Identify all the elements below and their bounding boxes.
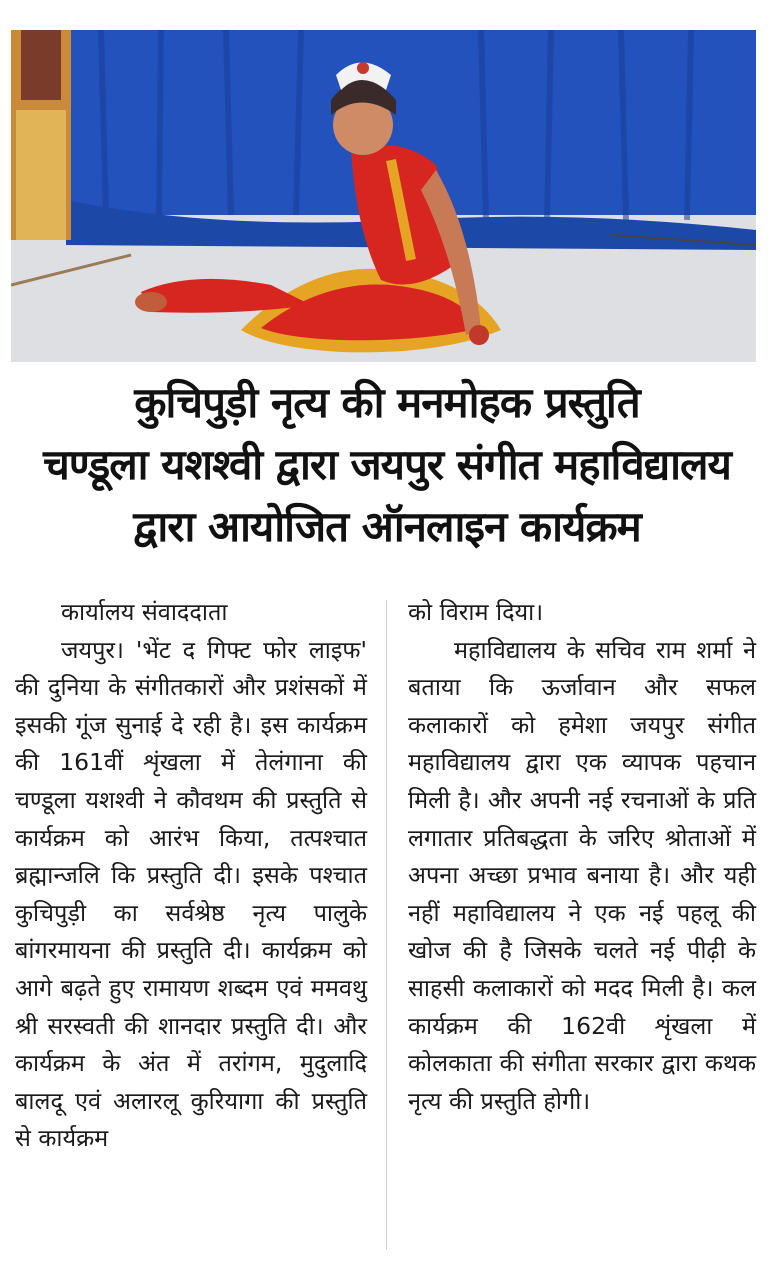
- article-column-right: [408, 594, 756, 1120]
- byline: कार्यालय संवाददाता: [61, 598, 228, 626]
- dancer-photo: [11, 30, 756, 362]
- article-paragraph: जयपुर। 'भेंट द गिफ्ट फोर लाइफ' की दुनिया के संगीतकारों और प्रशंसकों में इसकी गूंज सुनाई दे रही है। इस कार्यक्रम की 161वीं शृंखला में तेलंगाना की चण्डूला यशश्वी ने कौवथम की प्रस्तुति से कार्यक्रम को आरंभ किया, तत्पश्चात ब्रह्मान्जलि कि प्रस्तुति दी। इसके पश्चात कुचिपुड़ी का सर्वश्रेष्ठ नृत्य पालुके बांगरमायना की प्रस्तुति दी। कार्यक्रम को आगे बढ़ते हुए रामायण शब्दम एवं ममवथु श्री सरस्वती की शानदार प्रस्तुति दी। और कार्यक्रम के अंत में तरांगम, मुदुलादि बालदू एवं अलारलू कुरियागा की प्रस्तुति से कार्यक्रम: [15, 635, 367, 1153]
- headline-line-3: द्वारा आयोजित ऑनलाइन कार्यक्रम: [133, 502, 641, 551]
- headline-line-2: चण्डूला यशश्वी द्वारा जयपुर संगीत महाविद्यालय: [43, 440, 731, 489]
- column-divider: [386, 600, 387, 1250]
- article-column-left: [15, 594, 367, 1158]
- dancer-photo-illustration: [11, 30, 756, 362]
- article-continuation: को विराम दिया।: [408, 598, 544, 626]
- article-paragraph: महाविद्यालय के सचिव राम शर्मा ने बताया कि ऊर्जावान और सफल कलाकारों को हमेशा जयपुर संगीत महाविद्यालय द्वारा एक व्यापक पहचान मिली है। और अपनी नई रचनाओं के प्रति लगातार प्रतिबद्धता के जरिए श्रोताओं में अपना अच्छा प्रभाव बनाया है। और यही नहीं महाविद्यालय ने एक नई पहलू की खोज की है जिसके चलते नई पीढ़ी के साहसी कलाकारों को मदद मिली है। कल कार्यक्रम की 162वी शृंखला में कोलकाता की संगीता सरकार द्वारा कथक नृत्य की प्रस्तुति होगी।: [408, 635, 756, 1115]
- headline-line-1: कुचिपुड़ी नृत्य की मनमोहक प्रस्तुति: [134, 378, 640, 427]
- headline: [0, 372, 774, 558]
